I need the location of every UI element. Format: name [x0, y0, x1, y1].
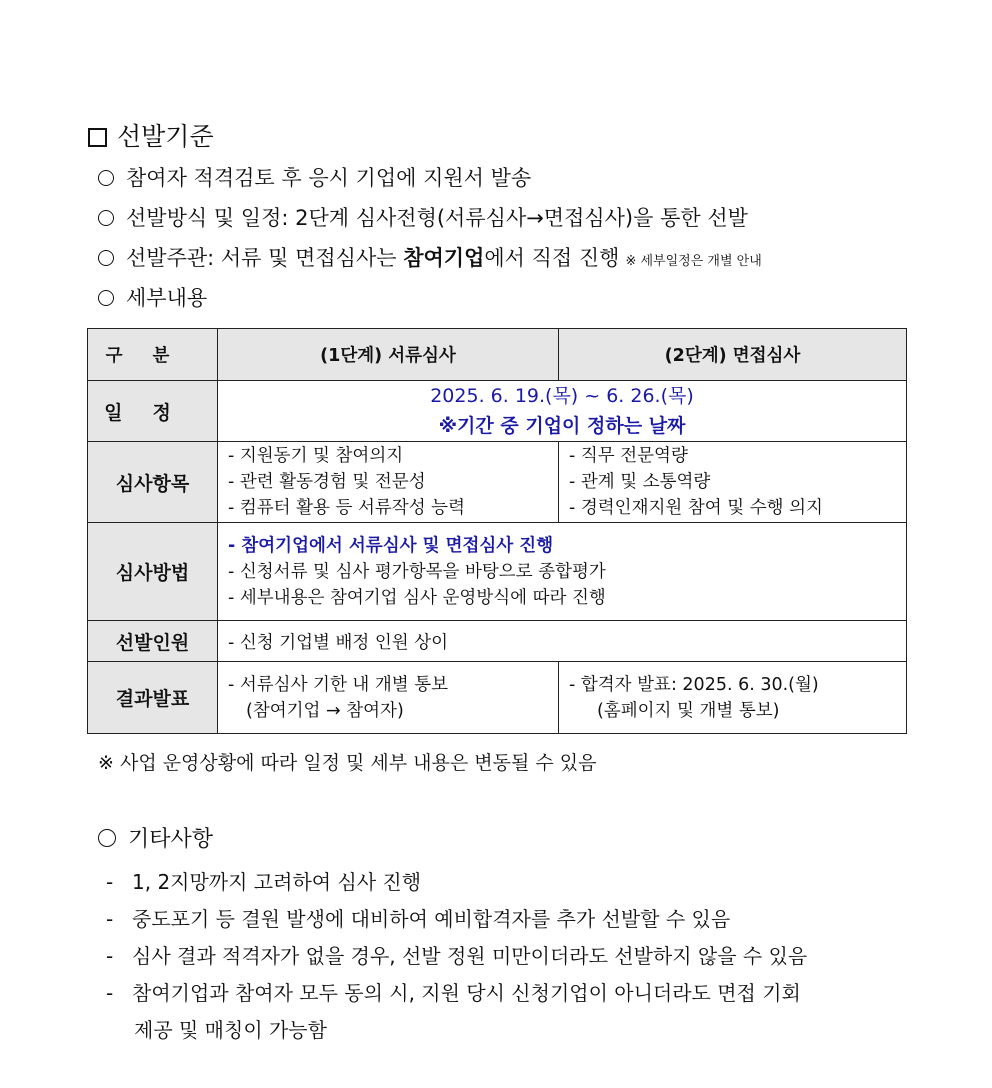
- list-item-continuation: 제공 및 매칭이 가능함: [134, 1018, 327, 1042]
- cell-line: - 관계 및 소통역량: [569, 472, 711, 492]
- list-item: - 1, 2지망까지 고려하여 심사 진행: [106, 870, 422, 894]
- cell-line: (참여기업 → 참여자): [246, 700, 404, 721]
- bullet-item: [98, 158, 762, 198]
- schedule-dates: 2025. 6. 19.(목) ~ 6. 26.(목): [430, 385, 694, 407]
- schedule-note: ※기간 중 기업이 정하는 날짜: [438, 415, 686, 437]
- table-row: [88, 381, 907, 442]
- header-category: 구분: [88, 329, 218, 381]
- criteria-stage2: [559, 442, 907, 523]
- section-heading: [88, 117, 214, 153]
- list-item: - 중도포기 등 결원 발생에 대비하여 예비합격자를 추가 선발할 수 있음: [106, 907, 731, 931]
- bullet-text: 참여자 적격검토 후 응시 기업에 지원서 발송: [126, 166, 532, 190]
- cell-line: - 컴퓨터 활용 등 서류작성 능력: [228, 498, 465, 518]
- circle-bullet-icon: [98, 170, 114, 186]
- list-item: - 참여기업과 참여자 모두 동의 시, 지원 당시 신청기업이 아니더라도 면접 기회 제공 및 매칭이 가능함: [106, 975, 807, 1049]
- bullet-text: 세부내용: [126, 286, 208, 310]
- cell-line: - 신청서류 및 심사 평가항목을 바탕으로 종합평가: [228, 561, 606, 582]
- cell-line: - 경력인재지원 참여 및 수행 의지: [569, 498, 823, 518]
- selection-table: [87, 328, 907, 734]
- list-item-text: 중도포기 등 결원 발생에 대비하여 예비합격자를 추가 선발할 수 있음: [132, 907, 731, 931]
- cell-line: - 세부내용은 참여기업 심사 운영방식에 따라 진행: [228, 587, 606, 608]
- table-row: [88, 662, 907, 734]
- table-row: [88, 442, 907, 523]
- list-item: - 심사 결과 적격자가 없을 경우, 선발 정원 미만이더라도 선발하지 않을 수 있음: [106, 944, 808, 968]
- cell-line: - 서류심사 기한 내 개별 통보: [228, 674, 449, 695]
- bullet-text: 선발방식 및 일정: 2단계 심사전형(서류심사→면접심사)을 통한 선발: [126, 206, 748, 230]
- bullet-item: [98, 198, 762, 238]
- cell-line: - 참여기업에서 서류심사 및 면접심사 진행: [228, 535, 554, 556]
- etc-title: 기타사항: [128, 827, 214, 852]
- circle-bullet-icon: [98, 829, 116, 847]
- checkbox-square-icon: [88, 128, 107, 147]
- row-label-headcount: 선발인원: [88, 621, 218, 662]
- schedule-cell: [218, 381, 907, 442]
- cell-line: - 관련 활동경험 및 전문성: [228, 472, 426, 492]
- header-stage2: (2단계) 면접심사: [559, 329, 907, 381]
- criteria-stage1: [218, 442, 559, 523]
- row-label-schedule: 일정: [88, 381, 218, 442]
- bullet-text: 에서 직접 진행: [484, 246, 620, 270]
- row-label-criteria: 심사항목: [88, 442, 218, 523]
- header-stage1: (1단계) 서류심사: [218, 329, 559, 381]
- cell-line: - 지원동기 및 참여의지: [228, 446, 404, 466]
- footnote: ※ 사업 운영상황에 따라 일정 및 세부 내용은 변동될 수 있음: [98, 752, 597, 774]
- circle-bullet-icon: [98, 290, 114, 306]
- cell-line: - 직무 전문역량: [569, 446, 688, 466]
- etc-heading: [98, 822, 213, 853]
- list-item-text: 심사 결과 적격자가 없을 경우, 선발 정원 미만이더라도 선발하지 않을 수 있음: [132, 944, 808, 968]
- headcount-cell: - 신청 기업별 배정 인원 상이: [218, 621, 907, 662]
- row-label-method: 심사방법: [88, 523, 218, 621]
- cell-line: - 합격자 발표: 2025. 6. 30.(월): [569, 674, 819, 695]
- circle-bullet-icon: [98, 210, 114, 226]
- section-title: 선발기준: [117, 122, 214, 151]
- circle-bullet-icon: [98, 250, 114, 266]
- method-cell: [218, 523, 907, 621]
- criteria-bullets: [98, 158, 762, 318]
- table-row: [88, 523, 907, 621]
- bullet-bold-text: 참여기업: [403, 246, 485, 270]
- bullet-item: [98, 238, 762, 278]
- result-stage1: [218, 662, 559, 734]
- row-label-result: 결과발표: [88, 662, 218, 734]
- result-stage2: [559, 662, 907, 734]
- table-header-row: [88, 329, 907, 381]
- list-item-text: 참여기업과 참여자 모두 동의 시, 지원 당시 신청기업이 아니더라도 면접 기회: [132, 981, 801, 1005]
- cell-line: (홈페이지 및 개별 통보): [597, 700, 780, 721]
- table-row: [88, 621, 907, 662]
- bullet-item: [98, 278, 762, 318]
- bullet-note: ※ 세부일정은 개별 안내: [625, 254, 762, 269]
- etc-list: [106, 864, 807, 1049]
- bullet-text: 선발주관: 서류 및 면접심사는: [126, 246, 404, 270]
- list-item-text: 1, 2지망까지 고려하여 심사 진행: [132, 870, 422, 894]
